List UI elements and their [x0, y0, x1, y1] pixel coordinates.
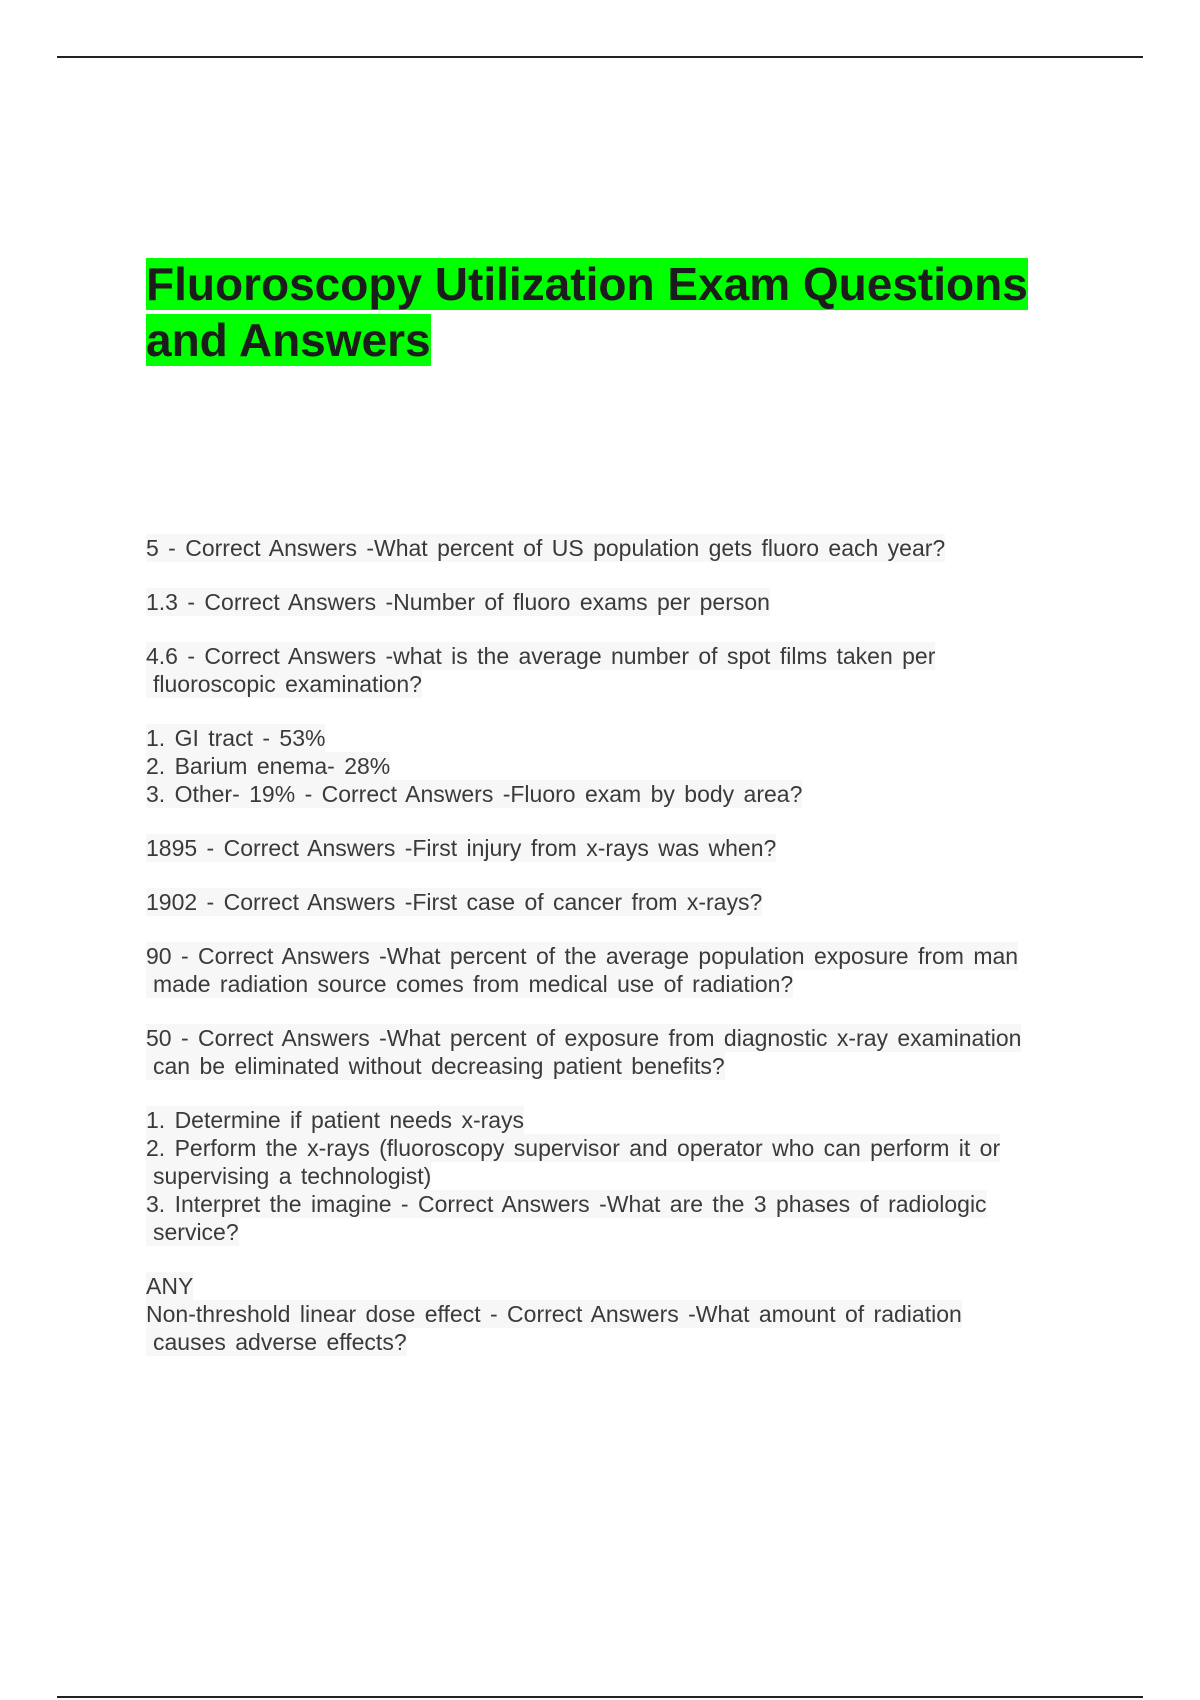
- qa-line: 1. Determine if patient needs x-rays: [146, 1107, 525, 1133]
- qa-line: 1895 - Correct Answers -First injury from x-rays was when?: [146, 835, 777, 861]
- qa-item: [146, 534, 1091, 562]
- qa-line: 90 - Correct Answers -What percent of the average population exposure from man: [146, 943, 1019, 969]
- qa-item: [146, 888, 1091, 916]
- qa-line: made radiation source comes from medical use of radiation?: [146, 970, 793, 998]
- qa-line: Non-threshold linear dose effect - Correct Answers -What amount of radiation: [146, 1301, 962, 1327]
- page-title-line-1: Fluoroscopy Utilization Exam Questions: [146, 258, 1028, 310]
- qa-line: 3. Other- 19% - Correct Answers -Fluoro exam by body area?: [146, 781, 803, 807]
- qa-line: 1. GI tract - 53%: [146, 725, 326, 751]
- page-title-line-2: and Answers: [146, 314, 431, 366]
- bottom-rule: [57, 1696, 1143, 1698]
- qa-line: can be eliminated without decreasing patient benefits?: [146, 1052, 725, 1080]
- qa-line: 4.6 - Correct Answers -what is the average number of spot films taken per: [146, 643, 936, 669]
- qa-line: 1.3 - Correct Answers -Number of fluoro exams per person: [146, 589, 770, 615]
- qa-line: 3. Interpret the imagine - Correct Answers -What are the 3 phases of radiologic: [146, 1191, 987, 1217]
- qa-item: [146, 942, 1091, 998]
- qa-line: supervising a technologist): [146, 1162, 431, 1190]
- qa-item: [146, 588, 1091, 616]
- qa-line: fluoroscopic examination?: [146, 670, 422, 698]
- qa-line: 50 - Correct Answers -What percent of exposure from diagnostic x-ray examination: [146, 1025, 1022, 1051]
- qa-item: [146, 1024, 1091, 1080]
- page-title: [146, 256, 1096, 368]
- qa-item: [146, 834, 1091, 862]
- qa-item: [146, 642, 1091, 698]
- qa-line: causes adverse effects?: [146, 1328, 407, 1356]
- qa-line: 5 - Correct Answers -What percent of US population gets fluoro each year?: [146, 535, 946, 561]
- qa-line: 1902 - Correct Answers -First case of cancer from x-rays?: [146, 889, 763, 915]
- title-block: [146, 256, 1096, 368]
- qa-line: 2. Barium enema- 28%: [146, 753, 391, 779]
- qa-line: 2. Perform the x-rays (fluoroscopy supervisor and operator who can perform it or: [146, 1135, 1001, 1161]
- qa-item: [146, 1272, 1091, 1356]
- top-rule: [57, 56, 1143, 58]
- qa-list: [146, 534, 1091, 1382]
- qa-line: ANY: [146, 1273, 194, 1299]
- qa-item: [146, 724, 1091, 808]
- qa-line: service?: [146, 1218, 239, 1246]
- qa-item: [146, 1106, 1091, 1246]
